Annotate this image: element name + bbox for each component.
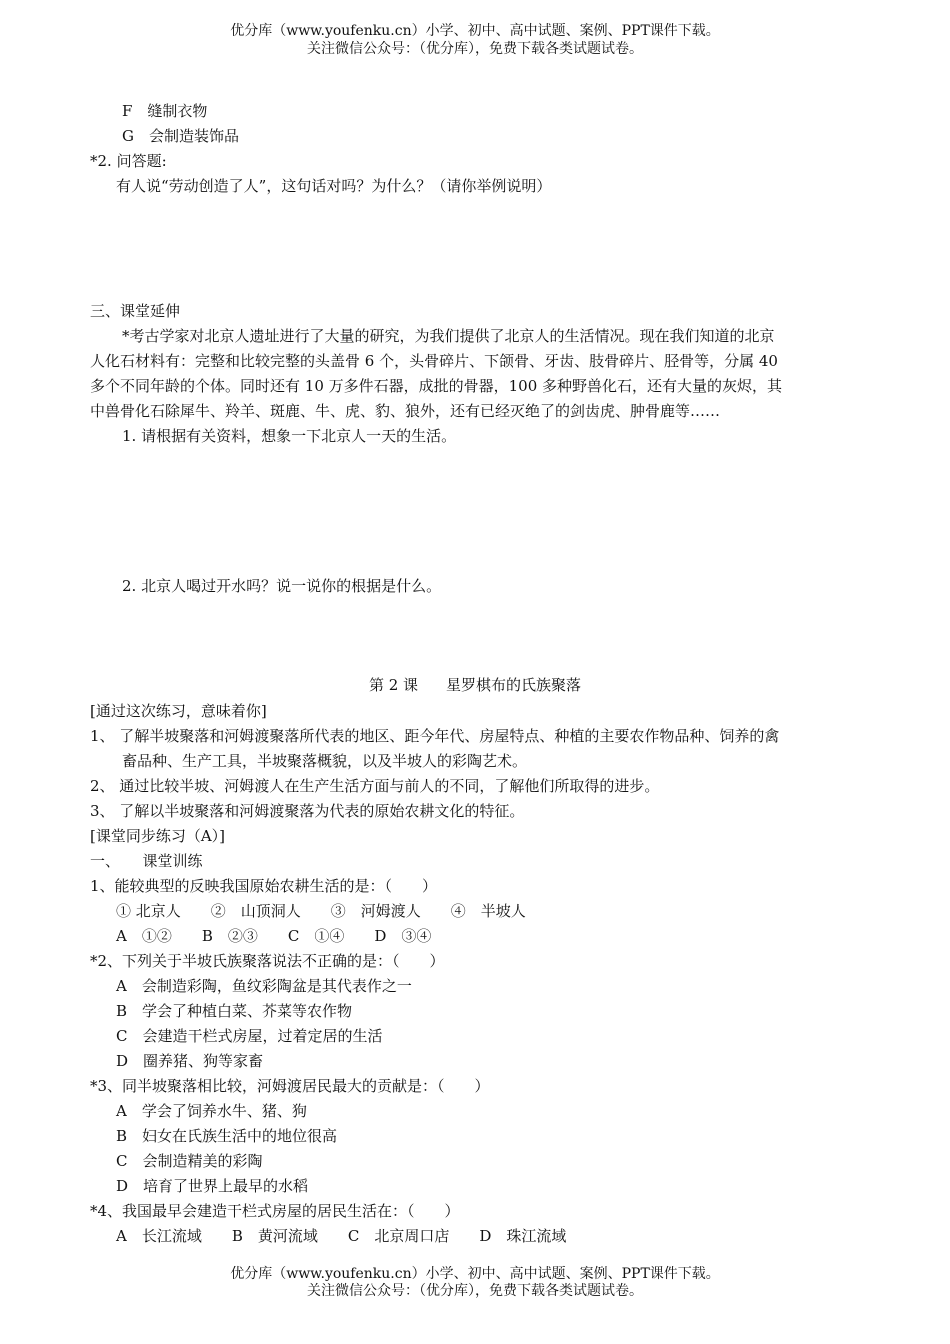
question-2-option: D 圈养猪、狗等家畜	[116, 1052, 264, 1070]
option-f: F 缝制衣物	[122, 102, 208, 120]
section-3-heading: 三、课堂延伸	[90, 302, 181, 320]
question-4-stem: *4、我国最早会建造干栏式房屋的居民生活在：（ ）	[90, 1202, 460, 1220]
lesson-title	[0, 675, 950, 695]
question-2-option: B 学会了种植白菜、芥菜等农作物	[116, 1002, 353, 1020]
passage-line: 中兽骨化石除犀牛、羚羊、斑鹿、牛、虎、豹、狼外，还有已经灭绝了的剑齿虎、肿骨鹿等……	[90, 402, 721, 420]
goal-line: 2、 通过比较半坡、河姆渡人在生产生活方面与前人的不同，了解他们所取得的进步。	[90, 777, 660, 795]
lesson-number: 第 2 课	[368, 676, 419, 694]
extension-question-1: 1. 请根据有关资料，想象一下北京人一天的生活。	[122, 427, 457, 445]
option-g: G 会制造装饰品	[122, 127, 239, 145]
question-1-items: ① 北京人 ② 山顶洞人 ③ 河姆渡人 ④ 半坡人	[116, 902, 526, 920]
page-footer-line-2: 关注微信公众号：（优分库），免费下载各类试题试卷。	[307, 1283, 643, 1299]
question-1-choices: A ①② B ②③ C ①④ D ③④	[116, 927, 432, 945]
practice-heading: [课堂同步练习（A）]	[90, 827, 226, 845]
page-footer-line-1: 优分库（www.youfenku.cn）小学、初中、高中试题、案例、PPT课件下载。	[230, 1266, 720, 1282]
intro-heading: [通过这次练习，意味着你]	[90, 702, 267, 720]
question-3-option: B 妇女在氏族生活中的地位很高	[116, 1127, 338, 1145]
section-1-heading: 一、 课堂训练	[90, 852, 203, 870]
question-2-option: C 会建造干栏式房屋，过着定居的生活	[116, 1027, 383, 1045]
question-2-option: A 会制造彩陶，鱼纹彩陶盆是其代表作之一	[116, 977, 412, 995]
passage-line: 多个不同年龄的个体。同时还有 10 万多件石器，成批的骨器，100 多种野兽化石，还有大量的灰烬，其	[90, 377, 783, 395]
passage-line: *考古学家对北京人遗址进行了大量的研究，为我们提供了北京人的生活情况。现在我们知道的北京	[122, 327, 775, 345]
page-header-line-1: 优分库（www.youfenku.cn）小学、初中、高中试题、案例、PPT课件下载。	[230, 23, 720, 39]
question-1-stem: 1、能较典型的反映我国原始农耕生活的是：（ ）	[90, 877, 438, 895]
question-3-option: D 培育了世界上最早的水稻	[116, 1177, 309, 1195]
goal-line: 3、 了解以半坡聚落和河姆渡聚落为代表的原始农耕文化的特征。	[90, 802, 525, 820]
page-header-line-2: 关注微信公众号：（优分库），免费下载各类试题试卷。	[307, 41, 643, 57]
goal-line: 1、 了解半坡聚落和河姆渡聚落所代表的地区、距今年代、房屋特点、种植的主要农作物品种、饲养的禽	[90, 727, 780, 745]
question-2-heading: *2. 问答题:	[90, 152, 167, 170]
passage-line: 人化石材料有：完整和比较完整的头盖骨 6 个，头骨碎片、下颌骨、牙齿、肢骨碎片、胫骨等，分属 40	[90, 352, 778, 370]
question-3-stem: *3、同半坡聚落相比较，河姆渡居民最大的贡献是：（ ）	[90, 1077, 490, 1095]
extension-question-2: 2. 北京人喝过开水吗？说一说你的根据是什么。	[122, 577, 442, 595]
question-3-option: C 会制造精美的彩陶	[116, 1152, 263, 1170]
question-2-stem: *2、下列关于半坡氏族聚落说法不正确的是：（ ）	[90, 952, 445, 970]
goal-line: 畜品种、生产工具，半坡聚落概貌，以及半坡人的彩陶艺术。	[122, 752, 528, 770]
lesson-name: 星罗棋布的氏族聚落	[446, 676, 582, 694]
question-3-option: A 学会了饲养水牛、猪、狗	[116, 1102, 307, 1120]
question-2-text: 有人说“劳动创造了人”，这句话对吗？为什么？（请你举例说明）	[116, 177, 552, 195]
question-4-choices: A 长江流域 B 黄河流域 C 北京周口店 D 珠江流域	[116, 1227, 567, 1245]
